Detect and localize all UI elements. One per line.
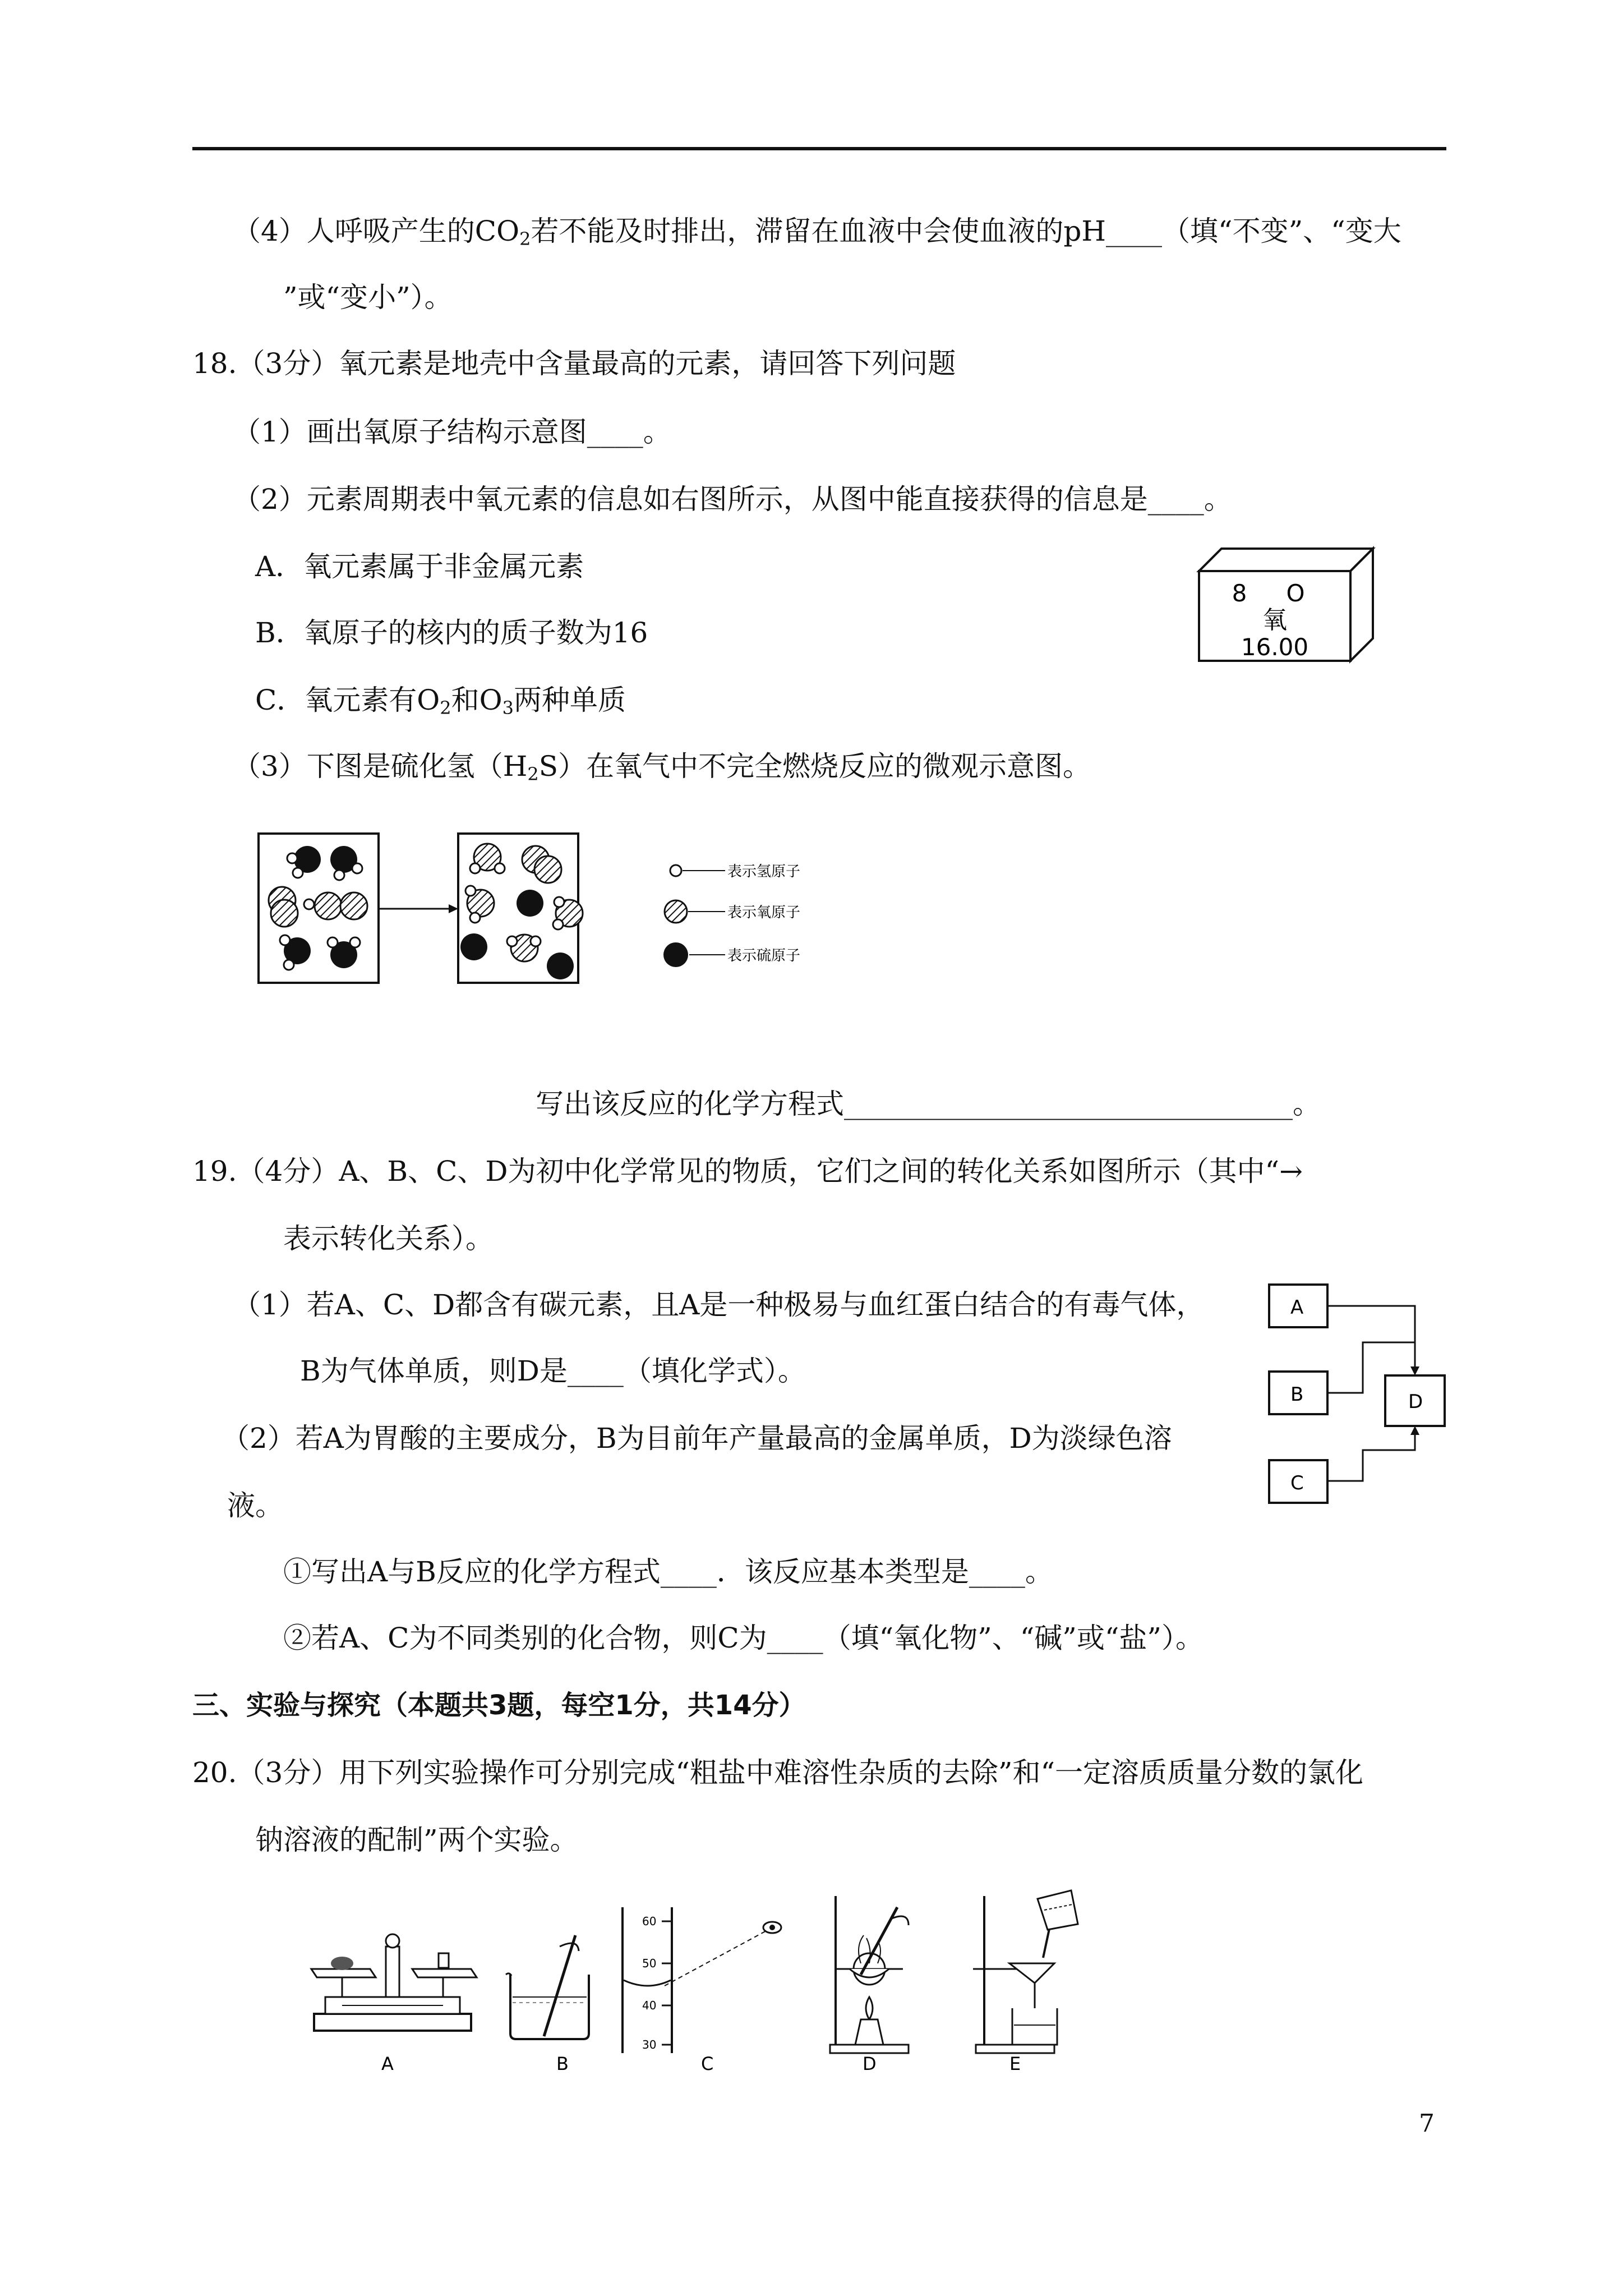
label-b: B [556, 2053, 569, 2074]
arrow-down-icon [1410, 1366, 1419, 1375]
q19-part1-line2: B为气体单质，则D是____（填化学式）。 [300, 1355, 806, 1387]
legend-sulfur-label: 表示硫原子 [727, 947, 801, 964]
legend-oxygen-label: 表示氧原子 [727, 904, 801, 921]
element-symbol: O [1286, 579, 1305, 607]
q18-part2: （2）元素周期表中氧元素的信息如右图所示，从图中能直接获得的信息是____。 [233, 483, 1232, 516]
label-a: A [381, 2053, 394, 2074]
svg-text:C: C [1290, 1472, 1304, 1494]
q19-heading-cont: 表示转化关系）。 [283, 1222, 494, 1255]
q19-heading: 19.（4分）A、B、C、D为初中化学常见的物质，它们之间的转化关系如图所示（其中“→ [192, 1155, 1303, 1188]
s-atom [460, 933, 487, 960]
s-atom [547, 953, 574, 979]
arrow-up-icon [1410, 1426, 1419, 1435]
q17-part4-line2: ”或“变小”）。 [283, 281, 453, 314]
svg-text:60: 60 [642, 1915, 657, 1928]
graduated-cylinder-icon [623, 1907, 781, 2053]
filtration-setup-icon [973, 1890, 1078, 2053]
lab-apparatus-illustrations [308, 1885, 1122, 2087]
section-3-heading: 三、实验与探究（本题共3题，每空1分，共14分） [192, 1690, 806, 1721]
q18-option-b: B．氧原子的核内的质子数为16 [255, 616, 648, 649]
q19-sub1: ①写出A与B反应的化学方程式____．该反应基本类型是____。 [283, 1556, 1053, 1588]
q19-part2-line2: 液。 [227, 1489, 283, 1522]
beaker-stirring-icon [506, 1935, 589, 2039]
label-c: C [701, 2053, 714, 2074]
legend-oxygen-icon [665, 900, 687, 923]
element-number: 8 [1232, 579, 1247, 607]
q19-part1-line1: （1）若A、C、D都含有碳元素，且A是一种极易与血红蛋白结合的有毒气体， [233, 1289, 1205, 1321]
legend-hydrogen-label: 表示氢原子 [727, 863, 801, 880]
page-number: 7 [1419, 2109, 1435, 2138]
q17-part4-line1: （4）人呼吸产生的$CO_2$若不能及时排出，滞留在血液中会使血液的pH____（填“不变”、“变大 [233, 215, 1401, 250]
q20-heading-cont: 钠溶液的配制”两个实验。 [255, 1824, 578, 1856]
svg-text:A: A [1290, 1296, 1304, 1319]
element-name: 氧 [1262, 606, 1287, 634]
conversion-flow-diagram [1265, 1273, 1455, 1520]
q18-write-equation: 写出该反应的化学方程式________________________________。 [536, 1088, 1321, 1120]
balance-icon [311, 1934, 477, 2031]
svg-text:50: 50 [642, 1957, 657, 1970]
legend-sulfur-icon [663, 942, 688, 967]
q18-option-a: A．氧元素属于非金属元素 [255, 550, 584, 583]
header-rule [192, 147, 1446, 150]
legend-hydrogen-icon [670, 865, 681, 876]
q18-part1: （1）画出氧原子结构示意图____。 [233, 416, 671, 448]
q19-sub2: ②若A、C为不同类别的化合物，则C为____（填“氧化物”、“碱”或“盐”）。 [283, 1622, 1204, 1654]
svg-text:30: 30 [642, 2038, 657, 2051]
label-d: D [863, 2053, 877, 2074]
svg-text:40: 40 [642, 1999, 657, 2012]
oxygen-element-card [1195, 539, 1380, 673]
o2-molecule [269, 887, 298, 927]
q18-option-c: C．氧元素有$O_2$和$O_3$两种单质 [255, 684, 626, 719]
label-e: E [1009, 2053, 1021, 2074]
svg-text:D: D [1408, 1391, 1423, 1413]
svg-text:B: B [1290, 1383, 1304, 1406]
s-atom [517, 890, 543, 917]
reaction-micro-diagram [255, 830, 883, 993]
q18-heading: 18.（3分）氧元素是地壳中含量最高的元素，请回答下列问题 [192, 347, 956, 380]
q19-part2-line1: （2）若A为胃酸的主要成分，B为目前年产量最高的金属单质，D为淡绿色溶 [222, 1422, 1172, 1455]
q18-part3: （3）下图是硫化氢$(H_2S)$在氧气中不完全燃烧反应的微观示意图。 [233, 750, 1091, 785]
q20-heading: 20.（3分）用下列实验操作可分别完成“粗盐中难溶性杂质的去除”和“一定溶质质量分数的氯化 [192, 1756, 1364, 1789]
evaporation-setup-icon [830, 1896, 909, 2053]
element-mass: 16.00 [1241, 633, 1309, 661]
